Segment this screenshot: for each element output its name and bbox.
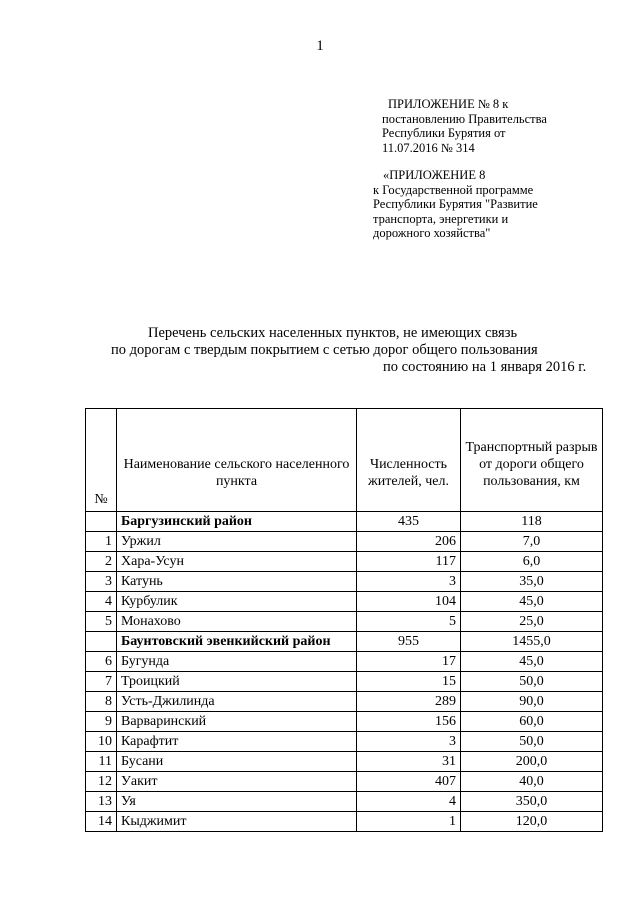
row-population: 206: [357, 532, 461, 552]
row-num: 10: [86, 732, 117, 752]
row-name: Катунь: [117, 572, 357, 592]
row-population: 1: [357, 812, 461, 832]
appendix-quote-line: к Государственной программе: [373, 182, 534, 197]
table-row: [86, 592, 603, 612]
row-population: 4: [357, 792, 461, 812]
row-population: 104: [357, 592, 461, 612]
row-gap: 120,0: [461, 812, 603, 832]
row-gap: 7,0: [461, 532, 603, 552]
table-row: [86, 812, 603, 832]
settlements-table: [85, 408, 603, 832]
row-gap: 60,0: [461, 712, 603, 732]
row-population: 289: [357, 692, 461, 712]
row-num: 5: [86, 612, 117, 632]
district-row: [86, 512, 603, 532]
row-gap: 25,0: [461, 612, 603, 632]
row-name: Уя: [117, 792, 357, 812]
district-population: 955: [357, 632, 461, 652]
row-name: Кыджимит: [117, 812, 357, 832]
table-row: [86, 572, 603, 592]
row-gap: 200,0: [461, 752, 603, 772]
appendix-header-line: постановлению Правительства: [382, 111, 547, 126]
district-name: Баунтовский эвенкийский район: [117, 632, 357, 652]
row-gap: 6,0: [461, 552, 603, 572]
row-num: 4: [86, 592, 117, 612]
district-gap: 1455,0: [461, 632, 603, 652]
row-num: 1: [86, 532, 117, 552]
appendix-header-line: Республики Бурятия от: [382, 126, 506, 140]
row-population: 3: [357, 572, 461, 592]
appendix-quote-line: транспорта, энергетики и: [373, 211, 509, 226]
table-row: [86, 752, 603, 772]
table-row: [86, 532, 603, 552]
row-num: 14: [86, 812, 117, 832]
row-num: 3: [86, 572, 117, 592]
document-title-line3: по состоянию на 1 января 2016 г.: [383, 359, 587, 375]
table-row: [86, 672, 603, 692]
district-name: Баргузинский район: [117, 512, 357, 532]
row-gap: 40,0: [461, 772, 603, 792]
district-population: 435: [357, 512, 461, 532]
header-population: Численность жителей, чел.: [357, 409, 461, 512]
table-row: [86, 792, 603, 812]
row-gap: 350,0: [461, 792, 603, 812]
row-gap: 90,0: [461, 692, 603, 712]
appendix-quote: [373, 168, 538, 241]
row-population: 3: [357, 732, 461, 752]
document-title-line2: по дорогам с твердым покрытием с сетью дорог общего пользования: [111, 342, 538, 358]
appendix-quote-line: «ПРИЛОЖЕНИЕ 8: [383, 168, 486, 182]
row-num: 8: [86, 692, 117, 712]
row-name: Троицкий: [117, 672, 357, 692]
row-population: 5: [357, 612, 461, 632]
row-num: 9: [86, 712, 117, 732]
group-body: [86, 532, 603, 632]
row-population: 156: [357, 712, 461, 732]
district-num: [86, 632, 117, 652]
appendix-header: [382, 97, 547, 155]
row-num: 11: [86, 752, 117, 772]
table-row: [86, 552, 603, 572]
group-body: [86, 652, 603, 832]
row-name: Варваринский: [117, 712, 357, 732]
row-name: Уржил: [117, 532, 357, 552]
row-population: 31: [357, 752, 461, 772]
table-header-row: [86, 409, 603, 512]
row-name: Монахово: [117, 612, 357, 632]
row-num: 7: [86, 672, 117, 692]
row-num: 6: [86, 652, 117, 672]
row-name: Карафтит: [117, 732, 357, 752]
row-name: Бугунда: [117, 652, 357, 672]
row-name: Хара-Усун: [117, 552, 357, 572]
row-population: 15: [357, 672, 461, 692]
page-number: 1: [316, 38, 324, 54]
district-num: [86, 512, 117, 532]
table-row: [86, 612, 603, 632]
row-name: Усть-Джилинда: [117, 692, 357, 712]
row-name: Уакит: [117, 772, 357, 792]
row-gap: 50,0: [461, 732, 603, 752]
appendix-quote-line: Республики Бурятия "Развитие: [373, 197, 538, 211]
district-row: [86, 632, 603, 652]
row-num: 13: [86, 792, 117, 812]
table-row: [86, 712, 603, 732]
row-gap: 45,0: [461, 652, 603, 672]
row-name: Курбулик: [117, 592, 357, 612]
appendix-quote-line: дорожного хозяйства": [373, 226, 491, 240]
table-row: [86, 732, 603, 752]
row-num: 2: [86, 552, 117, 572]
header-gap: Транспортный разрыв от дороги общего пользования, км: [461, 409, 603, 512]
table-row: [86, 652, 603, 672]
district-gap: 118: [461, 512, 603, 532]
appendix-header-line: ПРИЛОЖЕНИЕ № 8 к: [388, 97, 509, 111]
row-num: 12: [86, 772, 117, 792]
document-title-line1: Перечень сельских населенных пунктов, не имеющих связь: [148, 325, 518, 341]
header-num: №: [86, 409, 117, 512]
row-population: 407: [357, 772, 461, 792]
row-population: 117: [357, 552, 461, 572]
row-population: 17: [357, 652, 461, 672]
appendix-header-line: 11.07.2016 № 314: [382, 140, 475, 155]
header-name: Наименование сельского населенного пункта: [117, 409, 357, 512]
row-gap: 45,0: [461, 592, 603, 612]
table-row: [86, 692, 603, 712]
row-gap: 50,0: [461, 672, 603, 692]
row-name: Бусани: [117, 752, 357, 772]
table-row: [86, 772, 603, 792]
row-gap: 35,0: [461, 572, 603, 592]
